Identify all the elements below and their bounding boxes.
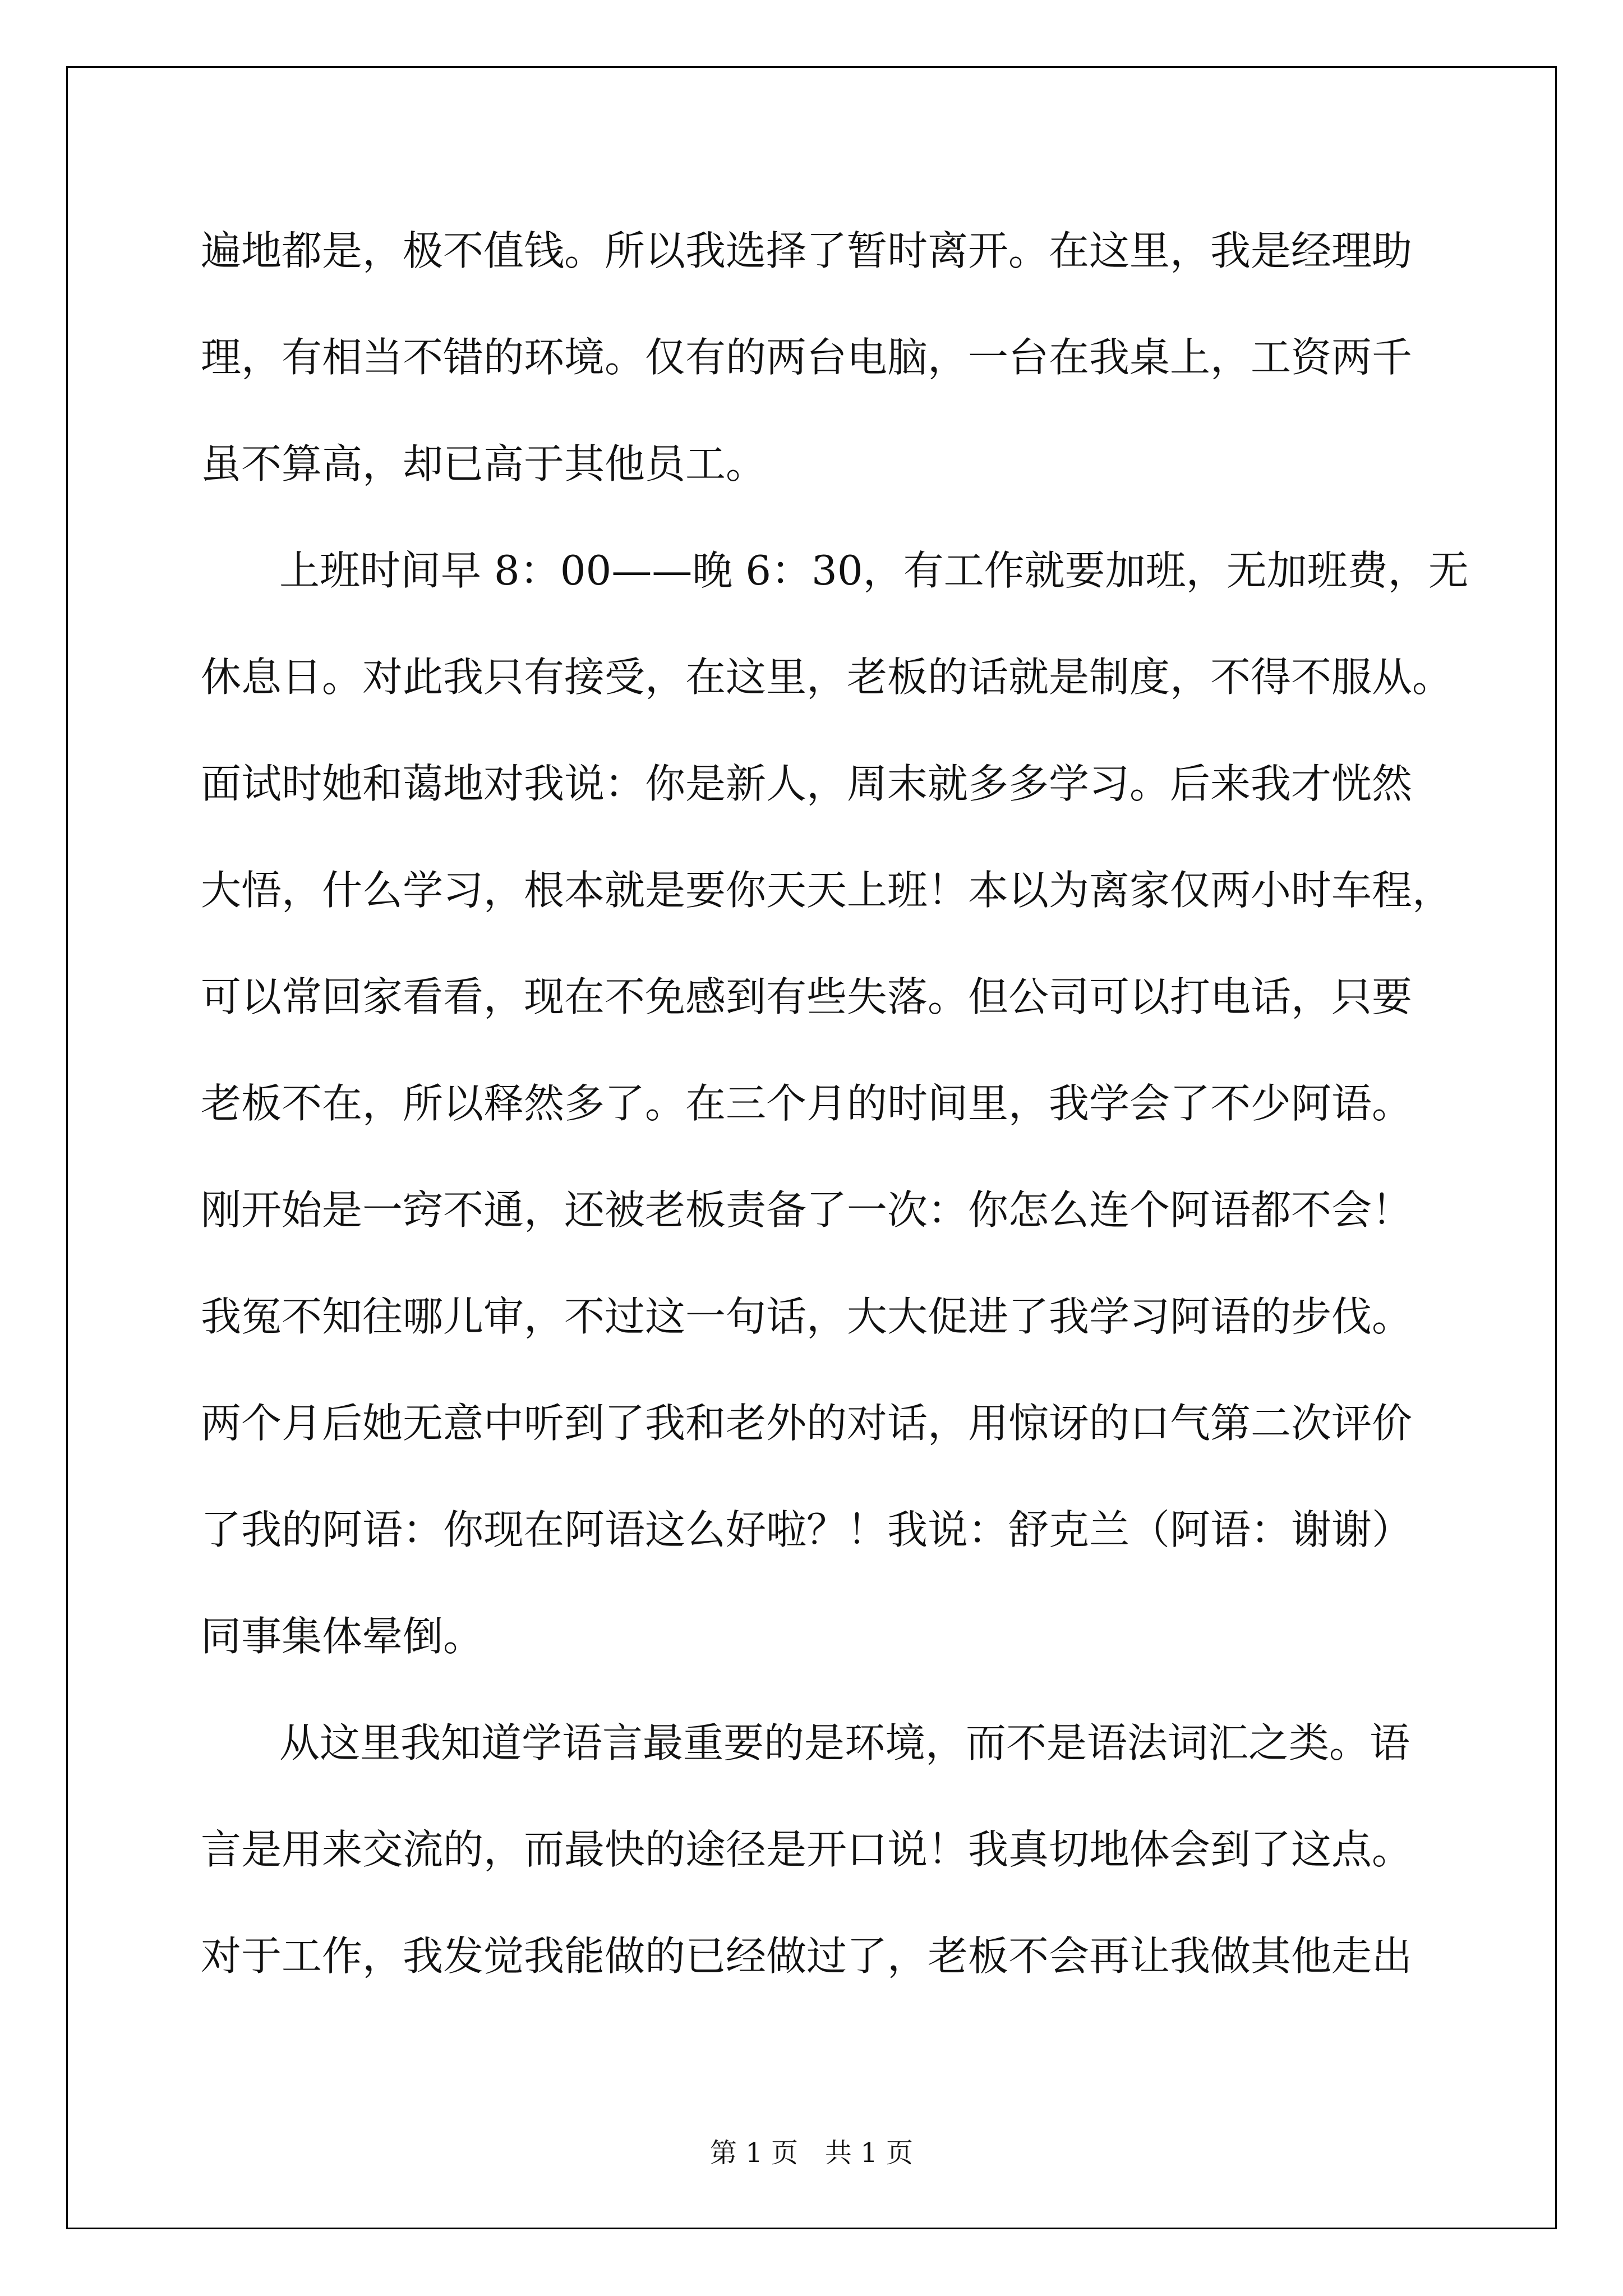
text-line: 同事集体晕倒。: [201, 1613, 484, 1660]
page-number-footer: 第 1 页 共 1 页: [709, 2137, 914, 2169]
text-line: 两个月后她无意中听到了我和老外的对话，用惊讶的口气第二次评价: [201, 1400, 1413, 1447]
text-line: 大悟，什么学习，根本就是要你天天上班！本以为离家仅两小时车程，: [201, 867, 1453, 914]
text-line: 对于工作，我发觉我能做的已经做过了，老板不会再让我做其他走出: [201, 1932, 1413, 1980]
text-line: 理，有相当不错的环境。仅有的两台电脑，一台在我桌上，工资两千: [201, 334, 1413, 381]
text-line: 我冤不知往哪儿审，不过这一句话，大大促进了我学习阿语的步伐。: [201, 1293, 1413, 1340]
text-line: 可以常回家看看，现在不免感到有些失落。但公司可以打电话，只要: [201, 973, 1413, 1020]
text-line: 言是用来交流的，而最快的途径是开口说！我真切地体会到了这点。: [201, 1826, 1413, 1873]
text-line: 刚开始是一窍不通，还被老板责备了一次：你怎么连个阿语都不会！: [201, 1186, 1413, 1234]
text-line: 虽不算高，却已高于其他员工。: [201, 440, 767, 487]
text-line: 遍地都是，极不值钱。所以我选择了暂时离开。在这里，我是经理助: [201, 227, 1413, 274]
text-line: 休息日。对此我只有接受，在这里，老板的话就是制度，不得不服从。: [201, 654, 1453, 701]
text-line: 老板不在，所以释然多了。在三个月的时间里，我学会了不少阿语。: [201, 1080, 1413, 1127]
text-line: 面试时她和蔼地对我说：你是新人，周末就多多学习。后来我才恍然: [201, 760, 1413, 807]
text-line: 了我的阿语：你现在阿语这么好啦？！我说：舒克兰（阿语：谢谢）: [201, 1506, 1413, 1553]
paragraph-start-line: 上班时间早 8：00——晚 6：30，有工作就要加班，无加班费，无: [279, 547, 1469, 594]
paragraph-start-line: 从这里我知道学语言最重要的是环境，而不是语法词汇之类。语: [279, 1719, 1410, 1766]
